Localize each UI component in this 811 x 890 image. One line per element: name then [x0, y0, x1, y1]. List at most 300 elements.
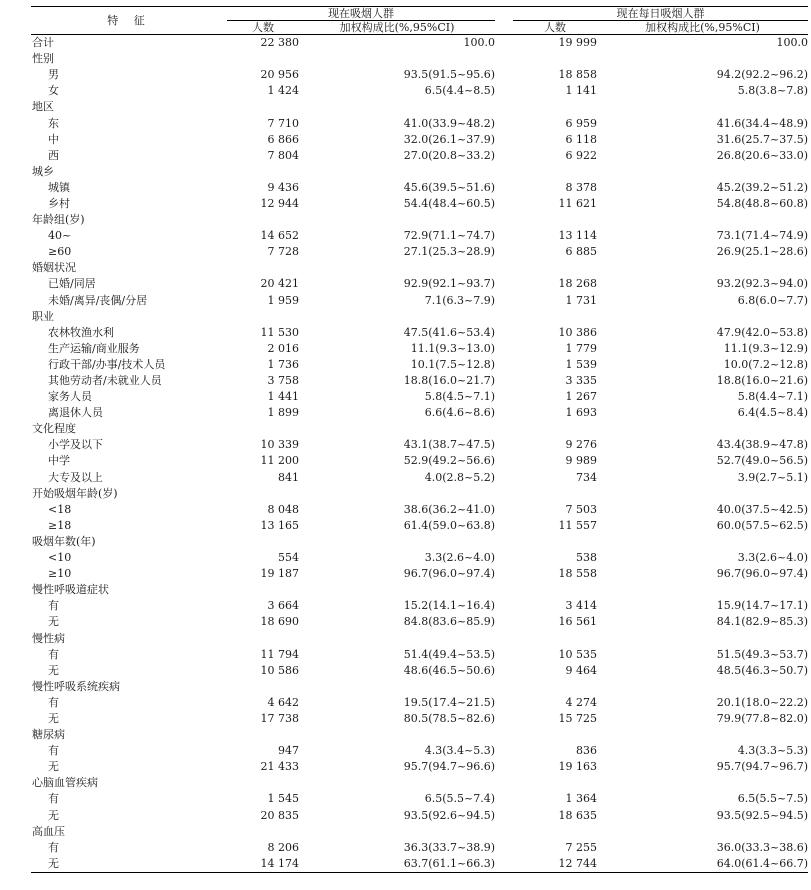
- table-row: [31, 389, 808, 405]
- table-row: [31, 614, 808, 630]
- row-label: 无: [48, 615, 59, 629]
- count-cell: [513, 212, 597, 228]
- pct-current-cell: 51.4(49.4~53.5): [403, 647, 495, 661]
- pct-daily-cell: 36.0(33.3~38.6): [716, 840, 808, 854]
- pct-daily-cell: 73.1(71.4~74.9): [716, 229, 808, 243]
- category-label: 开始吸烟年龄(岁): [32, 486, 118, 500]
- gap-cell: [495, 647, 513, 663]
- count-current-cell: 11 200: [260, 454, 299, 468]
- pct-cell: [597, 775, 808, 791]
- gap-cell: [495, 293, 513, 309]
- gap-cell: [495, 35, 513, 52]
- table-row: [31, 663, 808, 679]
- gap-cell: [495, 325, 513, 341]
- pct-cell: [299, 309, 495, 325]
- row-label: 无: [48, 760, 59, 774]
- pct-current-cell: 10.1(7.5~12.8): [410, 357, 495, 371]
- count-cell: [227, 99, 299, 115]
- pct-cell: [597, 486, 808, 502]
- row-label: 40~: [48, 229, 72, 243]
- count-daily-cell: 9 989: [565, 454, 597, 468]
- gap-cell: [495, 357, 513, 373]
- category-row: [31, 582, 808, 598]
- pct-cell: [597, 260, 808, 276]
- count-daily-cell: 19 999: [558, 36, 597, 50]
- table-row: [31, 840, 808, 856]
- gap-cell: [495, 840, 513, 856]
- count-daily-cell: 18 858: [558, 68, 597, 82]
- count-current-cell: 3 758: [267, 374, 299, 388]
- count-header-1: 人数: [227, 21, 299, 35]
- table-row: [31, 437, 808, 453]
- feature-header: 特 征: [31, 7, 227, 35]
- count-current-cell: 7 728: [267, 245, 299, 259]
- gap-cell: [495, 775, 513, 791]
- count-daily-cell: 6 959: [565, 116, 597, 130]
- count-cell: [227, 775, 299, 791]
- category-row: [31, 421, 808, 437]
- count-daily-cell: 13 114: [558, 229, 597, 243]
- pct-daily-cell: 79.9(77.8~82.0): [716, 711, 808, 725]
- count-cell: [513, 534, 597, 550]
- row-label: 无: [31, 856, 227, 873]
- row-label: 有: [48, 647, 59, 661]
- count-daily-cell: 10 386: [558, 325, 597, 339]
- row-label: 离退休人员: [48, 406, 103, 420]
- row-label: 其他劳动者/未就业人员: [48, 374, 162, 388]
- category-label: 职业: [32, 309, 54, 323]
- table-row: [31, 228, 808, 244]
- count-daily-cell: 11 621: [558, 196, 597, 210]
- category-row: [31, 486, 808, 502]
- pct-daily-cell: 6.4(4.5~8.4): [737, 406, 808, 420]
- table-row: [31, 856, 808, 873]
- count-daily-cell: 1 141: [565, 84, 597, 98]
- pct-current-cell: 72.9(71.1~74.7): [403, 229, 495, 243]
- count-current-cell: 10 339: [260, 438, 299, 452]
- gap-cell: [495, 260, 513, 276]
- count-cell: [513, 582, 597, 598]
- pct-daily-cell: 93.5(92.5~94.5): [716, 808, 808, 822]
- pct-cell: [597, 534, 808, 550]
- pct-daily-cell: 60.0(57.5~62.5): [716, 518, 808, 532]
- count-current-cell: 3 664: [267, 599, 299, 613]
- pct-current-cell: 95.7(94.7~96.6): [403, 760, 495, 774]
- row-label: 未婚/离异/丧偶/分居: [48, 293, 148, 307]
- pct-current-cell: 3.3(2.6~4.0): [424, 551, 495, 565]
- table-row: [31, 244, 808, 260]
- category-row: [31, 164, 808, 180]
- pct-cell: [299, 775, 495, 791]
- gap-cell: [495, 244, 513, 260]
- count-cell: [227, 51, 299, 67]
- count-current-cell: 12 944: [260, 196, 299, 210]
- row-label: ≥60: [48, 245, 72, 259]
- pct-daily-cell: 96.7(96.0~97.4): [716, 567, 808, 581]
- pct-daily-cell: 64.0(61.4~66.7): [597, 856, 808, 873]
- count-daily-cell: 18 635: [558, 808, 597, 822]
- gap-cell: [495, 132, 513, 148]
- row-label: 乡村: [48, 196, 70, 210]
- count-cell: [227, 824, 299, 840]
- row-label: ≥10: [48, 567, 72, 581]
- pct-current-cell: 93.5(92.6~94.5): [403, 808, 495, 822]
- count-daily-cell: 7 255: [565, 840, 597, 854]
- category-label: 心脑血管疾病: [32, 776, 98, 790]
- pct-current-cell: 41.0(33.9~48.2): [403, 116, 495, 130]
- table-row: [31, 373, 808, 389]
- row-label: 无: [48, 663, 59, 677]
- data-table: [31, 6, 808, 873]
- count-daily-cell: 3 335: [565, 374, 597, 388]
- table-row: [31, 325, 808, 341]
- count-current-cell: 1 899: [267, 406, 299, 420]
- pct-current-cell: 4.3(3.4~5.3): [424, 744, 495, 758]
- pct-cell: [597, 582, 808, 598]
- pct-current-cell: 96.7(96.0~97.4): [403, 567, 495, 581]
- pct-current-cell: 11.1(9.3~13.0): [410, 341, 495, 355]
- table-row: [31, 711, 808, 727]
- gap-cell: [495, 309, 513, 325]
- pct-current-cell: 54.4(48.4~60.5): [403, 196, 495, 210]
- gap-cell: [495, 695, 513, 711]
- pct-current-cell: 6.5(4.4~8.5): [424, 84, 495, 98]
- count-cell: [227, 212, 299, 228]
- gap-cell: [495, 196, 513, 212]
- pct-daily-cell: 52.7(49.0~56.5): [716, 454, 808, 468]
- count-cell: [513, 51, 597, 67]
- gap-cell: [495, 824, 513, 840]
- pct-current-cell: 92.9(92.1~93.7): [403, 277, 495, 291]
- pct-daily-cell: 45.2(39.2~51.2): [716, 180, 808, 194]
- gap-cell: [495, 421, 513, 437]
- pct-cell: [597, 824, 808, 840]
- pct-current-cell: 61.4(59.0~63.8): [403, 518, 495, 532]
- count-current-cell: 1 424: [267, 84, 299, 98]
- pct-daily-cell: 11.1(9.3~12.9): [723, 341, 808, 355]
- count-cell: [227, 534, 299, 550]
- count-current-cell: 13 165: [260, 518, 299, 532]
- pct-daily-cell: 4.3(3.3~5.3): [737, 744, 808, 758]
- row-label: 无: [48, 711, 59, 725]
- pct-cell: [299, 164, 495, 180]
- count-daily-cell: 9 464: [565, 663, 597, 677]
- pct-cell: [597, 727, 808, 743]
- pct-cell: [299, 727, 495, 743]
- pct-header-1: 加权构成比(%,95%CI): [299, 21, 495, 35]
- pct-current-cell: 32.0(26.1~37.9): [403, 132, 495, 146]
- count-daily-cell: 7 503: [565, 502, 597, 516]
- count-daily-cell: 12 744: [513, 856, 597, 873]
- count-current-cell: 14 174: [227, 856, 299, 873]
- pct-daily-cell: 48.5(46.3~50.7): [716, 663, 808, 677]
- table-row: [31, 518, 808, 534]
- row-label: 中学: [48, 454, 70, 468]
- gap-cell: [495, 212, 513, 228]
- row-label: 有: [48, 744, 59, 758]
- count-daily-cell: 15 725: [558, 711, 597, 725]
- pct-daily-cell: 5.8(3.8~7.8): [737, 84, 808, 98]
- pct-daily-cell: 41.6(34.4~48.9): [716, 116, 808, 130]
- count-current-cell: 20 421: [260, 277, 299, 291]
- table-row: [31, 132, 808, 148]
- gap-cell: [495, 582, 513, 598]
- table-row: [31, 647, 808, 663]
- pct-daily-cell: 5.8(4.4~7.1): [737, 390, 808, 404]
- gap-cell: [495, 228, 513, 244]
- count-cell: [513, 679, 597, 695]
- table-row: [31, 115, 808, 131]
- count-header-2: 人数: [513, 21, 597, 35]
- count-cell: [227, 309, 299, 325]
- table-row: [31, 35, 808, 52]
- gap-cell: [495, 341, 513, 357]
- gap-cell: [495, 389, 513, 405]
- table-row: [31, 196, 808, 212]
- count-daily-cell: 1 693: [565, 406, 597, 420]
- table-row: [31, 453, 808, 469]
- pct-cell: [299, 534, 495, 550]
- table-row: [31, 180, 808, 196]
- count-daily-cell: 1 731: [565, 293, 597, 307]
- count-cell: [513, 164, 597, 180]
- row-label: 有: [48, 792, 59, 806]
- count-cell: [227, 486, 299, 502]
- count-current-cell: 21 433: [260, 760, 299, 774]
- pct-cell: [299, 51, 495, 67]
- gap-cell: [495, 502, 513, 518]
- pct-cell: [597, 212, 808, 228]
- table-row: [31, 759, 808, 775]
- gap-cell: [495, 791, 513, 807]
- gap-cell: [495, 83, 513, 99]
- count-cell: [513, 727, 597, 743]
- table-row: [31, 791, 808, 807]
- count-current-cell: 22 380: [260, 36, 299, 50]
- gap-cell: [495, 453, 513, 469]
- category-label: 年龄组(岁): [32, 213, 85, 227]
- gap-cell: [495, 550, 513, 566]
- category-row: [31, 630, 808, 646]
- pct-current-cell: 84.8(83.6~85.9): [403, 615, 495, 629]
- gap-cell: [495, 856, 513, 873]
- table-row: [31, 502, 808, 518]
- row-label: 无: [48, 808, 59, 822]
- row-label: 西: [48, 148, 59, 162]
- gap-cell: [495, 99, 513, 115]
- pct-current-cell: 38.6(36.2~41.0): [403, 502, 495, 516]
- pct-current-cell: 52.9(49.2~56.6): [403, 454, 495, 468]
- row-label: 行政干部/办事/技术人员: [48, 357, 166, 371]
- gap-cell: [495, 180, 513, 196]
- count-current-cell: 1 441: [267, 390, 299, 404]
- category-label: 城乡: [32, 164, 54, 178]
- pct-current-cell: 27.0(20.8~33.2): [403, 148, 495, 162]
- count-daily-cell: 18 268: [558, 277, 597, 291]
- pct-daily-cell: 6.8(6.0~7.7): [737, 293, 808, 307]
- gap-cell: [495, 405, 513, 421]
- pct-cell: [299, 630, 495, 646]
- group-header-daily-smokers: 现在每日吸烟人群: [513, 7, 808, 21]
- pct-current-cell: 6.6(4.6~8.6): [424, 406, 495, 420]
- count-daily-cell: 734: [576, 470, 597, 484]
- count-current-cell: 7 710: [267, 116, 299, 130]
- category-label: 慢性呼吸道症状: [32, 583, 109, 597]
- count-current-cell: 1 736: [267, 357, 299, 371]
- pct-daily-cell: 54.8(48.8~60.8): [716, 196, 808, 210]
- row-label: 女: [48, 84, 59, 98]
- pct-current-cell: 63.7(61.1~66.3): [299, 856, 495, 873]
- category-row: [31, 51, 808, 67]
- row-label: ≥18: [48, 518, 72, 532]
- gap-cell: [495, 276, 513, 292]
- pct-cell: [299, 99, 495, 115]
- table-row: [31, 808, 808, 824]
- count-cell: [513, 260, 597, 276]
- pct-daily-cell: 31.6(25.7~37.5): [716, 132, 808, 146]
- table-row: [31, 598, 808, 614]
- group-header-current-smokers: 现在吸烟人群: [227, 7, 495, 21]
- count-daily-cell: 11 557: [558, 518, 597, 532]
- pct-current-cell: 6.5(5.5~7.4): [424, 792, 495, 806]
- table-row: [31, 293, 808, 309]
- pct-daily-cell: 6.5(5.5~7.5): [737, 792, 808, 806]
- row-label: 东: [48, 116, 59, 130]
- row-label: 家务人员: [48, 390, 92, 404]
- gap-cell: [495, 470, 513, 486]
- count-current-cell: 2 016: [267, 341, 299, 355]
- count-daily-cell: 1 267: [565, 390, 597, 404]
- count-daily-cell: 19 163: [558, 760, 597, 774]
- pct-cell: [597, 421, 808, 437]
- pct-daily-cell: 93.2(92.3~94.0): [716, 277, 808, 291]
- count-current-cell: 947: [278, 744, 299, 758]
- category-label: 婚姻状况: [32, 261, 76, 275]
- pct-current-cell: 48.6(46.5~50.6): [403, 663, 495, 677]
- count-current-cell: 9 436: [267, 180, 299, 194]
- count-daily-cell: 538: [576, 551, 597, 565]
- table-row: [31, 695, 808, 711]
- pct-daily-cell: 51.5(49.3~53.7): [716, 647, 808, 661]
- pct-daily-cell: 18.8(16.0~21.6): [716, 374, 808, 388]
- gap-cell: [495, 598, 513, 614]
- gap-cell: [495, 808, 513, 824]
- category-label: 高血压: [32, 824, 65, 838]
- row-label: 男: [48, 68, 59, 82]
- count-current-cell: 17 738: [260, 711, 299, 725]
- pct-daily-cell: 26.9(25.1~28.6): [716, 245, 808, 259]
- row-label: 有: [48, 840, 59, 854]
- gap-cell: [495, 486, 513, 502]
- category-row: [31, 679, 808, 695]
- count-current-cell: 6 866: [267, 132, 299, 146]
- count-cell: [227, 260, 299, 276]
- table-row: [31, 148, 808, 164]
- pct-current-cell: 5.8(4.5~7.1): [424, 390, 495, 404]
- pct-current-cell: 80.5(78.5~82.6): [403, 711, 495, 725]
- row-label: 有: [48, 599, 59, 613]
- category-label: 慢性呼吸系统疾病: [32, 679, 120, 693]
- pct-cell: [299, 212, 495, 228]
- table-row: [31, 357, 808, 373]
- gap-cell: [495, 518, 513, 534]
- row-label: 农林牧渔水利: [48, 325, 114, 339]
- pct-cell: [299, 421, 495, 437]
- count-daily-cell: 6 885: [565, 245, 597, 259]
- count-current-cell: 8 206: [267, 840, 299, 854]
- row-label: 大专及以上: [48, 470, 103, 484]
- category-row: [31, 309, 808, 325]
- count-daily-cell: 4 274: [565, 695, 597, 709]
- category-label: 慢性病: [32, 631, 65, 645]
- count-daily-cell: 16 561: [558, 615, 597, 629]
- row-label: 生产运输/商业服务: [48, 341, 140, 355]
- row-label: <18: [48, 502, 72, 516]
- count-cell: [227, 164, 299, 180]
- category-row: [31, 260, 808, 276]
- pct-current-cell: 18.8(16.0~21.7): [403, 374, 495, 388]
- pct-daily-cell: 26.8(20.6~33.0): [716, 148, 808, 162]
- pct-current-cell: 47.5(41.6~53.4): [403, 325, 495, 339]
- row-label: 已婚/同居: [48, 277, 96, 291]
- category-label: 性别: [32, 52, 54, 66]
- gap-cell: [495, 148, 513, 164]
- gap-cell: [495, 67, 513, 83]
- count-daily-cell: 6 922: [565, 148, 597, 162]
- table-row: [31, 550, 808, 566]
- category-row: [31, 534, 808, 550]
- table-row: [31, 83, 808, 99]
- pct-daily-cell: 100.0: [776, 36, 808, 50]
- pct-current-cell: 43.1(38.7~47.5): [403, 438, 495, 452]
- row-label: 合计: [32, 36, 54, 50]
- pct-daily-cell: 20.1(18.0~22.2): [716, 695, 808, 709]
- gap-cell: [495, 164, 513, 180]
- pct-cell: [597, 630, 808, 646]
- gap-cell: [495, 115, 513, 131]
- category-label: 文化程度: [32, 422, 76, 436]
- count-current-cell: 1 545: [267, 792, 299, 806]
- pct-cell: [299, 582, 495, 598]
- pct-cell: [299, 679, 495, 695]
- pct-header-2: 加权构成比(%,95%CI): [597, 21, 808, 35]
- gap-cell: [495, 679, 513, 695]
- gap-cell: [495, 373, 513, 389]
- table-row: [31, 405, 808, 421]
- count-current-cell: 20 835: [260, 808, 299, 822]
- row-label: 小学及以下: [48, 438, 103, 452]
- count-daily-cell: 3 414: [565, 599, 597, 613]
- count-current-cell: 14 652: [260, 229, 299, 243]
- table-row: [31, 276, 808, 292]
- row-label: <10: [48, 551, 72, 565]
- pct-daily-cell: 84.1(82.9~85.3): [716, 615, 808, 629]
- category-row: [31, 824, 808, 840]
- count-daily-cell: 18 558: [558, 567, 597, 581]
- count-current-cell: 19 187: [260, 567, 299, 581]
- pct-cell: [597, 99, 808, 115]
- table-row: [31, 67, 808, 83]
- count-daily-cell: 836: [576, 744, 597, 758]
- pct-daily-cell: 3.9(2.7~5.1): [737, 470, 808, 484]
- count-cell: [513, 309, 597, 325]
- count-daily-cell: 10 535: [558, 647, 597, 661]
- table-row: [31, 566, 808, 582]
- count-cell: [513, 775, 597, 791]
- pct-current-cell: 36.3(33.7~38.9): [403, 840, 495, 854]
- gap-cell: [495, 534, 513, 550]
- category-label: 糖尿病: [32, 728, 65, 742]
